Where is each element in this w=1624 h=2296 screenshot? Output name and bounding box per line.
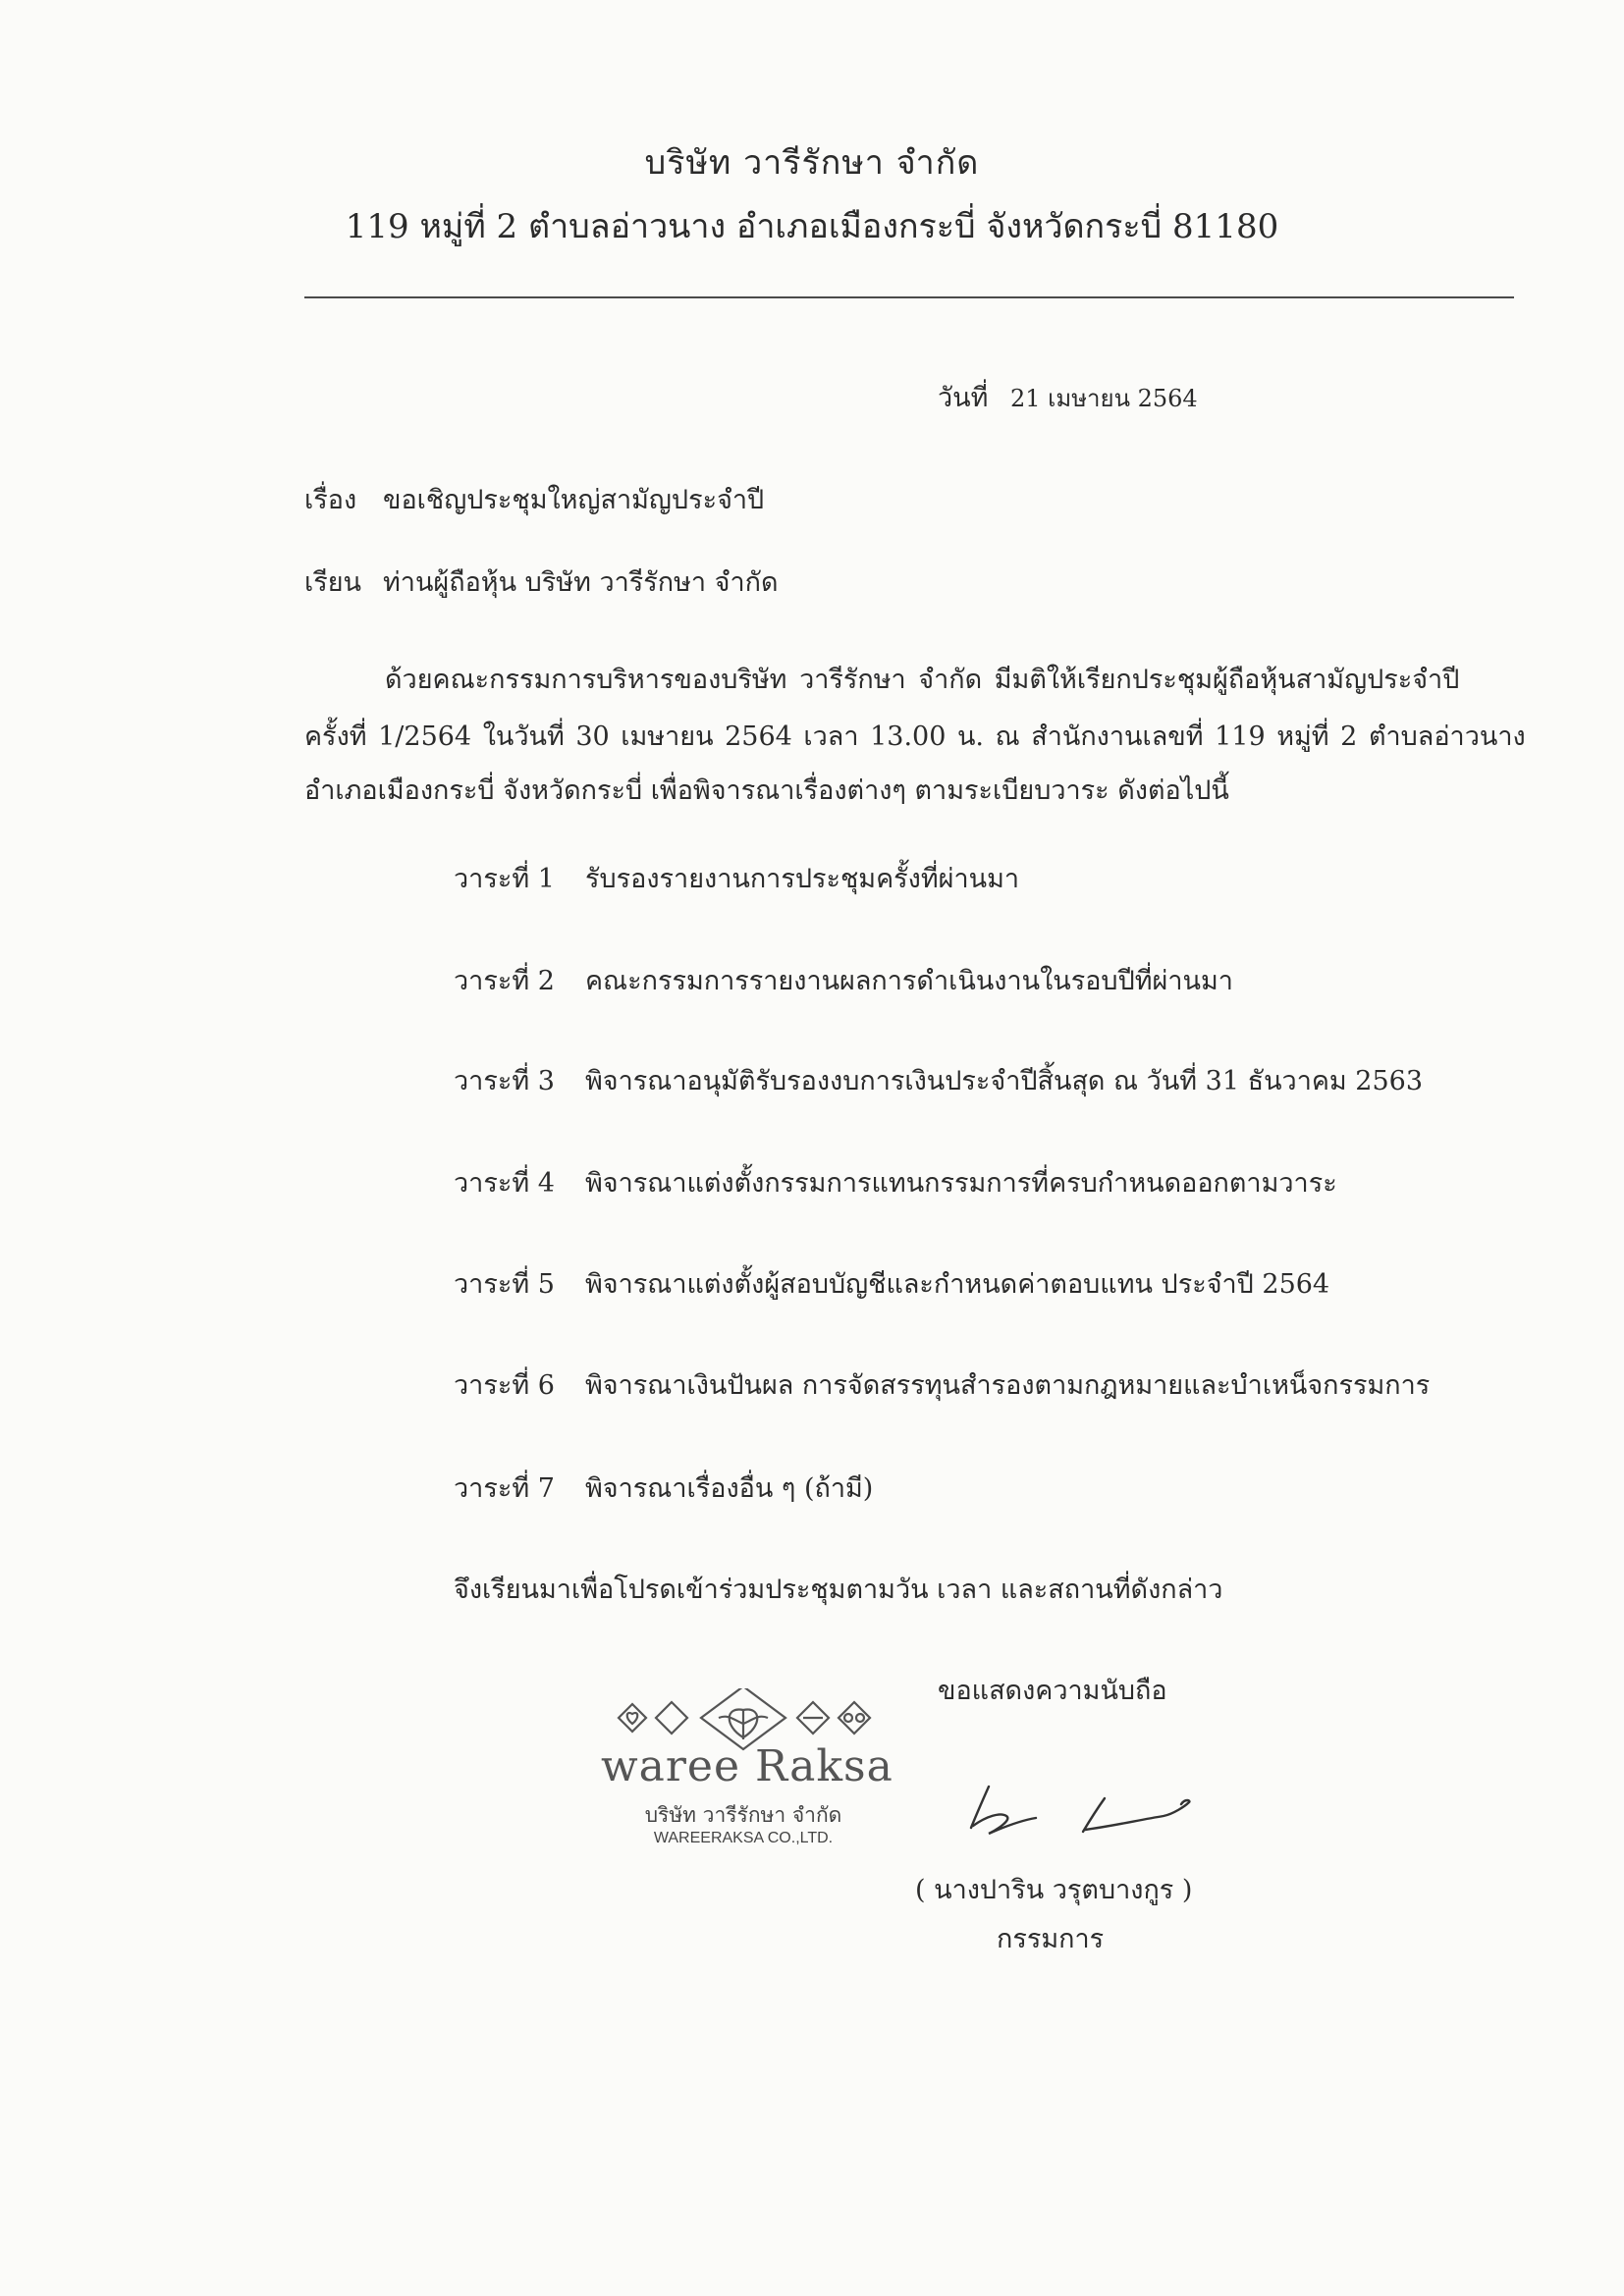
- subject-label: เรื่อง: [304, 485, 357, 515]
- agenda-label: วาระที่ 1: [454, 864, 555, 894]
- company-name: บริษัท วารีรักษา จำกัด: [644, 143, 980, 183]
- logo-brand-text: waree Raksa: [601, 1741, 893, 1791]
- agenda-item: [454, 1467, 873, 1509]
- agenda-text: พิจารณาแต่งตั้งผู้สอบบัญชีและกำหนดค่าตอบแทน ประจำปี 2564: [585, 1269, 1330, 1300]
- body-line-3: อำเภอเมืองกระบี่ จังหวัดกระบี่ เพื่อพิจารณาเรื่องต่างๆ ตามระเบียบวาระ ดังต่อไปนี้: [304, 775, 1229, 806]
- date-prefix: วันที่: [938, 383, 989, 413]
- subject-line: [304, 478, 764, 520]
- agenda-item: [454, 1059, 1423, 1101]
- agenda-text: คณะกรรมการรายงานผลการดำเนินงานในรอบปีที่ผ่านมา: [585, 966, 1233, 996]
- logo-company-en: WAREERAKSA CO.,LTD.: [653, 1830, 834, 1846]
- agenda-item: [454, 1262, 1329, 1305]
- company-address: 119 หมู่ที่ 2 ตำบลอ่าวนาง อำเภอเมืองกระบี่ จังหวัดกระบี่ 81180: [345, 207, 1279, 246]
- signature-icon: [967, 1757, 1222, 1855]
- agenda-item: [454, 1363, 1430, 1406]
- header-divider: [304, 296, 1514, 298]
- body-line-2: ครั้งที่ 1/2564 ในวันที่ 30 เมษายน 2564 เวลา 13.00 น. ณ สำนักงานเลขที่ 119 หมู่ที่ 2 ตำบลอ่าวนาง: [304, 721, 1526, 752]
- closing-line: จึงเรียนมาเพื่อโปรดเข้าร่วมประชุมตามวัน เวลา และสถานที่ดังกล่าว: [454, 1575, 1223, 1605]
- logo-company-th: บริษัท วารีรักษา จำกัด: [644, 1803, 842, 1827]
- recipient-text: ท่านผู้ถือหุ้น บริษัท วารีรักษา จำกัด: [383, 567, 779, 598]
- agenda-text: พิจารณาแต่งตั้งกรรมการแทนกรรมการที่ครบกำหนดออกตามวาระ: [585, 1168, 1337, 1199]
- agenda-label: วาระที่ 3: [454, 1066, 555, 1096]
- recipient-label: เรียน: [304, 567, 362, 598]
- letter-date: [938, 376, 1198, 418]
- agenda-label: วาระที่ 2: [454, 966, 555, 996]
- agenda-item: [454, 959, 1233, 1001]
- signer-name: ( นางปาริน วรุตบางกูร ): [915, 1875, 1193, 1905]
- agenda-text: รับรองรายงานการประชุมครั้งที่ผ่านมา: [585, 864, 1020, 894]
- agenda-text: พิจารณาเรื่องอื่น ๆ (ถ้ามี): [585, 1473, 874, 1504]
- agenda-label: วาระที่ 4: [454, 1168, 555, 1199]
- agenda-label: วาระที่ 7: [454, 1473, 555, 1504]
- agenda-text: พิจารณาเงินปันผล การจัดสรรทุนสำรองตามกฎหมายและบำเหน็จกรรมการ: [585, 1370, 1431, 1401]
- agenda-item: [454, 1161, 1337, 1203]
- agenda-text: พิจารณาอนุมัติรับรองงบการเงินประจำปีสิ้นสุด ณ วันที่ 31 ธันวาคม 2563: [585, 1066, 1424, 1096]
- agenda-item: [454, 857, 1019, 899]
- body-line-1: ด้วยคณะกรรมการบริหารของบริษัท วารีรักษา จำกัด มีมติให้เรียกประชุมผู้ถือหุ้นสามัญประจำปี: [385, 665, 1460, 695]
- agenda-label: วาระที่ 5: [454, 1269, 555, 1300]
- date-value: 21 เมษายน 2564: [1010, 385, 1198, 412]
- regards-line: ขอแสดงความนับถือ: [938, 1676, 1167, 1706]
- recipient-line: [304, 561, 779, 603]
- agenda-label: วาระที่ 6: [454, 1370, 555, 1401]
- subject-text: ขอเชิญประชุมใหญ่สามัญประจำปี: [383, 485, 765, 515]
- signer-position: กรรมการ: [997, 1924, 1105, 1954]
